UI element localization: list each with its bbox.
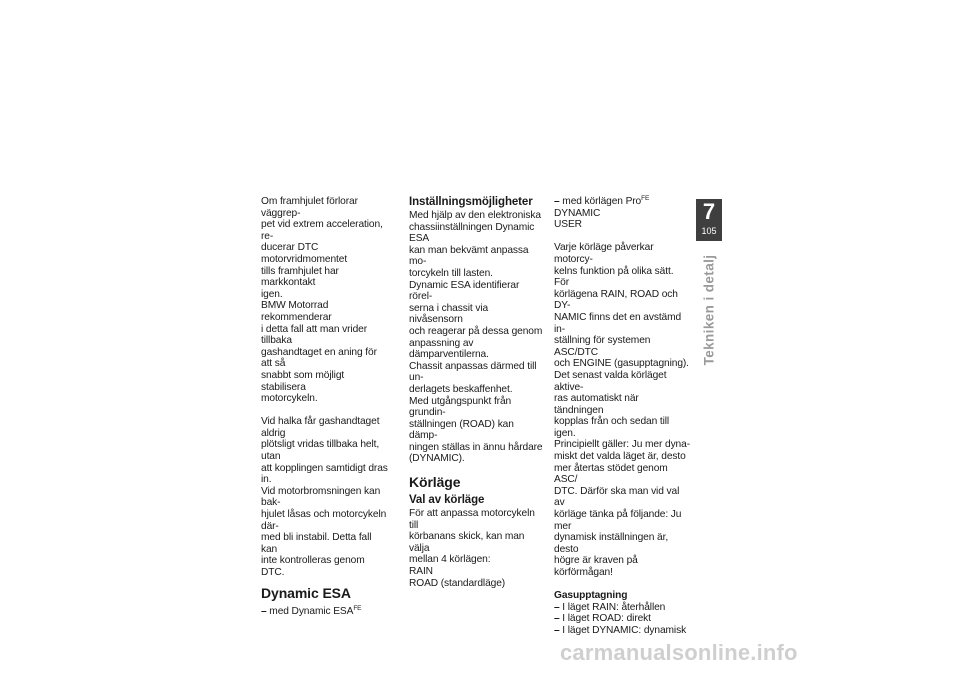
text-line: serna i chassit via nivåsensorn [409, 302, 489, 326]
text-line: motorcykeln. [261, 393, 318, 405]
text-line: DYNAMIC [554, 207, 601, 219]
section-heading-riding-mode: Körläge [409, 474, 461, 491]
dash-bullet: – [554, 196, 560, 207]
col1-paragraph-1 [261, 196, 389, 405]
dash-bullet: – [261, 605, 267, 617]
text-line: ningen ställas in ännu hårdare [409, 441, 543, 453]
text-line: Med utgångspunkt från grundin- [409, 395, 512, 419]
text-line: högre är kraven på körförmågan! [554, 555, 638, 578]
text-line: dynamisk inställningen är, desto [554, 532, 669, 555]
text-line: Chassit anpassas därmed till un- [409, 360, 537, 384]
text-line: Varje körläge påverkar motorcy- [554, 242, 654, 265]
text-line: plötsligt vridas tillbaka helt, utan [261, 439, 380, 463]
text-line: gashandtaget en aning för att så [261, 346, 377, 370]
list-item-text: I läget RAIN: återhållen [559, 601, 666, 613]
list-item [554, 196, 690, 208]
text-line: Vid halka får gashandtaget aldrig [261, 416, 380, 439]
superscript: FE [353, 604, 362, 612]
dash-bullet: – [554, 601, 560, 613]
section-heading-settings: Inställningsmöjligheter [409, 196, 533, 208]
chapter-tab [696, 199, 722, 241]
text-line: anpassning av dämparventilerna. [409, 337, 489, 361]
text-line: körlägena RAIN, ROAD och DY- [554, 288, 678, 312]
text-line: ROAD (standardläge) [409, 577, 506, 589]
text-line: RAIN [409, 566, 433, 578]
text-line: och ENGINE (gasupptagning). [554, 358, 689, 370]
paragraph-gap [554, 579, 690, 591]
list-item-text: med Dynamic ESA [266, 605, 354, 617]
text-line: derlagets beskaffenhet. [409, 383, 513, 395]
text-line: mellan 4 körlägen: [409, 554, 491, 566]
text-line: hjulet låsas och motorcykeln där- [261, 509, 387, 532]
paragraph-gap [261, 405, 389, 417]
subheading-throttle-response: Gasupptagning [554, 590, 628, 602]
column-2 [409, 196, 544, 589]
text-line: tills framhjulet har markkontakt [261, 265, 339, 289]
text-line: körläge tänka på följande: Ju mer [554, 509, 682, 532]
text-line: körbanans skick, kan man välja [409, 531, 525, 554]
section-heading-dynamic-esa: Dynamic ESA [261, 584, 351, 601]
text-line: Om framhjulet förlorar väggrep- [261, 196, 358, 219]
column-1 [261, 196, 389, 617]
text-line: Dynamic ESA identifierar rörel- [409, 279, 520, 303]
text-line: med bli instabil. Detta fall kan [261, 532, 372, 555]
text-line: i detta fall att man vrider tillbaka [261, 323, 368, 347]
page-number: 105 [701, 226, 717, 236]
text-line: kan man bekvämt anpassa mo- [409, 244, 529, 268]
text-line: miskt det valda läget är, desto [554, 451, 686, 463]
text-line: mer återtas stödet genom ASC/ [554, 462, 668, 486]
text-line: kelns funktion på olika sätt. För [554, 265, 674, 289]
text-line: att kopplingen samtidigt dras in. [261, 462, 388, 486]
text-line: BMW Motorrad rekommenderar [261, 300, 332, 323]
list-item-text: I läget ROAD: direkt [559, 613, 651, 625]
paragraph-gap [554, 231, 690, 243]
superscript: FE [641, 195, 650, 202]
text-line: ställningen (ROAD) kan dämp- [409, 418, 514, 442]
text-line: Vid motorbromsningen kan bak- [261, 485, 381, 509]
text-line: och reagerar på dessa genom [409, 325, 543, 337]
text-line: Med hjälp av den elektroniska [409, 210, 541, 221]
chapter-number: 7 [702, 199, 716, 224]
text-line: För att anpassa motorcykeln till [409, 508, 535, 531]
text-line: ställning för systemen ASC/DTC [554, 335, 651, 358]
subheading-select-mode: Val av körläge [409, 494, 485, 507]
text-line: DTC. Därför ska man vid val av [554, 485, 680, 509]
chapter-side-title: Tekniken i detalj [701, 254, 717, 366]
list-item-text: med körlägen Pro [559, 196, 642, 207]
dash-bullet: – [554, 624, 560, 636]
text-line: Principiellt gäller: Ju mer dyna- [554, 439, 690, 451]
list-item [261, 606, 389, 618]
list-item [554, 602, 690, 614]
text-line: chassiinställningen Dynamic ESA [409, 221, 535, 245]
text-line: igen. [261, 288, 283, 300]
list-item [554, 613, 690, 625]
col1-paragraph-2 [261, 416, 389, 578]
text-line: ducerar DTC motorvridmomentet [261, 242, 348, 265]
text-line: snabbt som möjligt stabilisera [261, 369, 345, 393]
col2-paragraph-2 [409, 508, 544, 589]
list-item [554, 625, 690, 637]
list-item-text: I läget DYNAMIC: dynamisk [559, 624, 687, 636]
column-3 [554, 196, 690, 637]
text-line: inte kontrolleras genom DTC. [261, 555, 365, 578]
col2-paragraph-1 [409, 210, 544, 465]
text-line: NAMIC finns det en avstämd in- [554, 311, 682, 335]
dash-bullet: – [554, 613, 560, 625]
text-line: torcykeln till lasten. [409, 267, 493, 279]
text-line: pet vid extrem acceleration, re- [261, 219, 383, 242]
text-line: kopplas från och sedan till igen. [554, 416, 670, 439]
text-line: ras automatiskt när tändningen [554, 393, 639, 416]
text-line: Det senast valda körläget aktive- [554, 369, 667, 393]
col3-paragraph-1 [554, 242, 690, 578]
watermark: carmanualsonline.info [560, 640, 798, 665]
text-line: (DYNAMIC). [409, 453, 465, 465]
text-line: USER [554, 219, 582, 231]
